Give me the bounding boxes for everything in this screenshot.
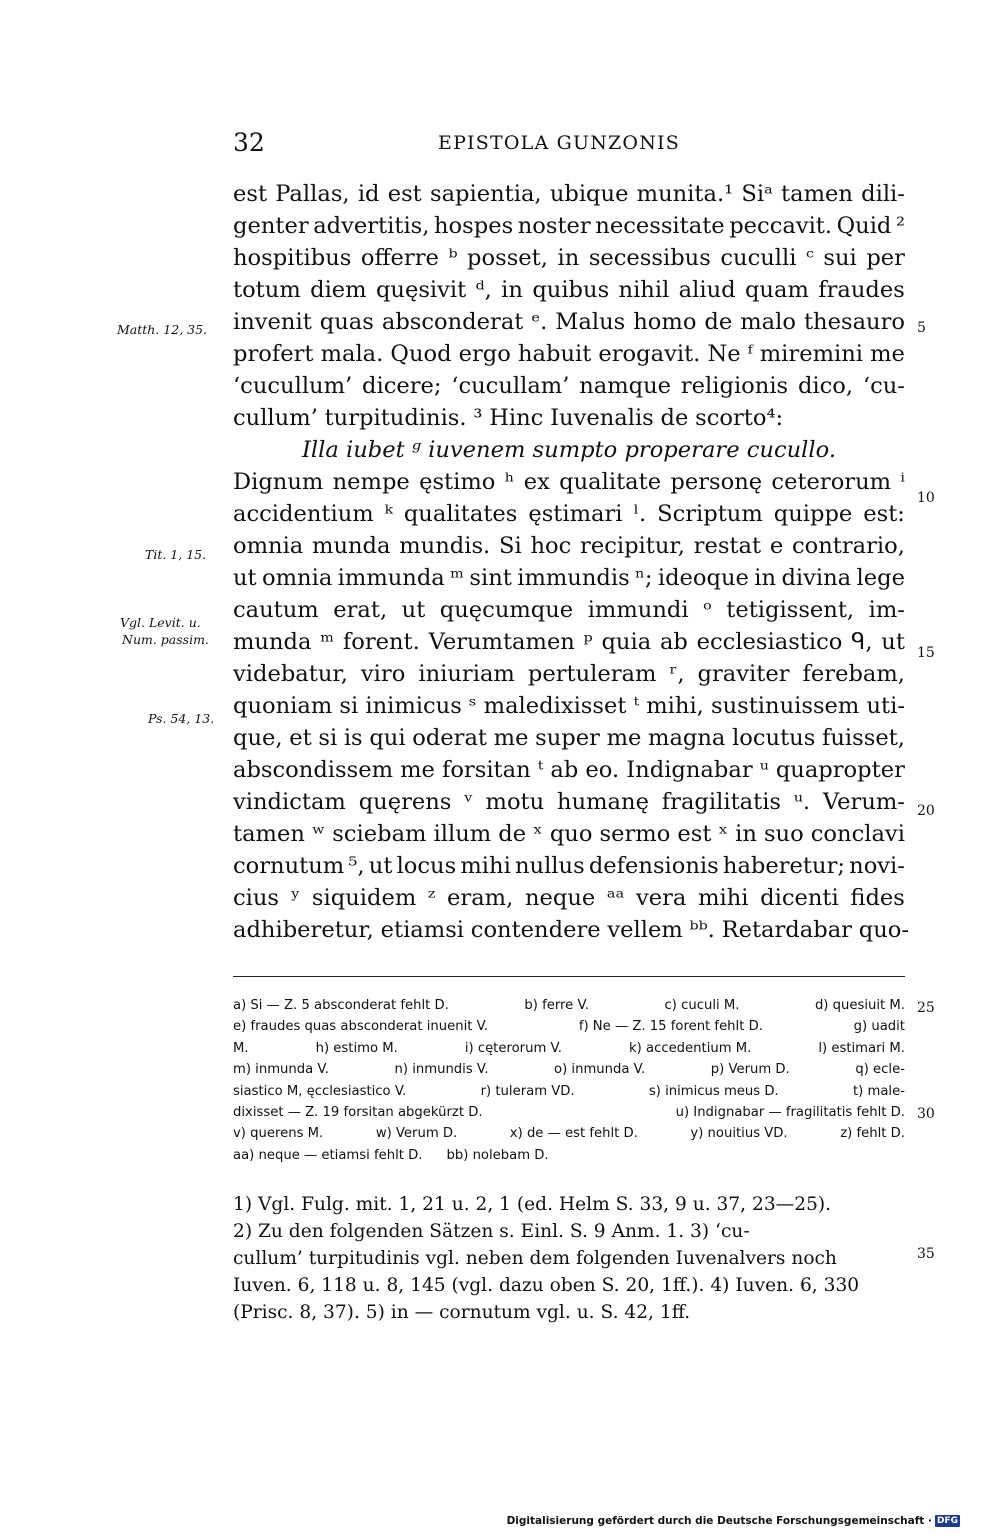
line-number-10: 10 xyxy=(917,490,935,506)
source-note-line: 1) Vgl. Fulg. mit. 1, 21 u. 2, 1 (ed. Helm S. 33, 9 u. 37, 23—25). xyxy=(233,1194,832,1215)
text-line: genter advertitis, hospes noster necessitate peccavit. Quid ² xyxy=(233,213,905,239)
margin-ref-levit: Vgl. Levit. u. xyxy=(120,615,201,630)
margin-ref-ps: Ps. 54, 13. xyxy=(148,711,215,726)
margin-ref-matth: Matth. 12, 35. xyxy=(117,322,208,337)
apparatus-entry: w) Verum D. xyxy=(375,1126,458,1142)
apparatus-entry: b) ferre V. xyxy=(524,998,589,1013)
apparatus-entry: t) male- xyxy=(852,1083,905,1099)
apparatus-entry: u) Indignabar — fragilitatis fehlt D. xyxy=(675,1104,905,1120)
apparatus-line xyxy=(233,1081,905,1102)
apparatus-entry: n) inmundis V. xyxy=(394,1062,489,1078)
apparatus-entry: x) de — est fehlt D. xyxy=(509,1126,638,1142)
apparatus-entry: c) cuculi M. xyxy=(664,998,740,1013)
apparatus-line xyxy=(233,1102,905,1123)
text-line: ut omnia immunda ᵐ sint immundis ⁿ; ideoque in divina lege xyxy=(233,565,905,591)
text-line: cullum’ turpitudinis. ³ Hinc Iuvenalis de scorto⁴: xyxy=(233,405,784,431)
text-line: quoniam si inimicus ˢ maledixisset ᵗ mihi, sustinuissem uti- xyxy=(233,693,905,719)
apparatus-entry: s) inimicus meus D. xyxy=(648,1083,779,1099)
margin-ref-tit: Tit. 1, 15. xyxy=(145,547,207,562)
apparatus-entry: p) Verum D. xyxy=(710,1062,790,1078)
apparatus-entry: f) Ne — Z. 15 forent fehlt D. xyxy=(578,1019,763,1035)
text-line: adhiberetur, etiamsi contendere vellem ᵇᵇ. Retardabar quo- xyxy=(233,917,910,943)
footnote-rule xyxy=(233,976,905,977)
apparatus-entry: M. xyxy=(233,1040,249,1056)
text-line: profert mala. Quod ergo habuit erogavit. Ne ᶠ miremini me xyxy=(233,341,905,367)
main-text xyxy=(233,178,910,946)
credit-text: Digitalisierung gefördert durch die Deutsche Forschungsgemeinschaft · xyxy=(506,1515,932,1527)
text-line: munda ᵐ forent. Verumtamen ᵖ quia ab ecclesiastico ᑫ, ut xyxy=(233,629,905,655)
page-number: 32 xyxy=(233,128,265,157)
apparatus-entry: z) fehlt D. xyxy=(840,1126,905,1142)
text-line: ‘cucullum’ dicere; ‘cucullam’ namque religionis dico, ‘cu- xyxy=(233,373,905,399)
apparatus-line xyxy=(233,995,905,1016)
source-note-line: (Prisc. 8, 37). 5) in — cornutum vgl. u. S. 42, 1ff. xyxy=(233,1302,691,1323)
text-line: Illa iubet ᵍ iuvenem sumpto properare cucullo. xyxy=(301,437,837,463)
line-number-25: 25 xyxy=(917,1000,935,1016)
apparatus-line xyxy=(233,1038,905,1059)
text-line: que, et si is qui oderat me super me magna locutus fuisset, xyxy=(233,725,905,751)
apparatus-entry: r) tuleram VD. xyxy=(480,1083,575,1099)
apparatus-line xyxy=(233,1123,905,1144)
apparatus-entry: m) inmunda V. xyxy=(233,1062,329,1078)
text-line: hospitibus offerre ᵇ posset, in secessibus cuculli ᶜ sui per xyxy=(233,245,905,271)
apparatus-entry: v) querens M. xyxy=(233,1126,324,1142)
apparatus-entry: l) estimari M. xyxy=(818,1040,905,1056)
text-line: abscondissem me forsitan ᵗ ab eo. Indignabar ᵘ quapropter xyxy=(233,757,905,783)
apparatus-entry: q) ecle- xyxy=(855,1062,905,1078)
apparatus-line xyxy=(233,1016,905,1037)
line-number-20: 20 xyxy=(917,803,935,819)
text-line: invenit quas absconderat ᵉ. Malus homo de malo thesauro xyxy=(233,309,905,335)
apparatus-entry: y) nouitius VD. xyxy=(690,1126,788,1142)
apparatus-entry: dixisset — Z. 19 forsitan abgekürzt D. xyxy=(233,1104,483,1120)
critical-apparatus xyxy=(233,995,905,1166)
text-line: cornutum ⁵, ut locus mihi nullus defensionis haberetur; novi- xyxy=(233,853,905,879)
apparatus-line xyxy=(233,1059,905,1080)
text-line: vindictam quęrens ᵛ motu humanę fragilitatis ᵘ. Verum- xyxy=(233,789,905,815)
source-note-line: 2) Zu den folgenden Sätzen s. Einl. S. 9 Anm. 1. 3) ‘cu- xyxy=(233,1221,750,1242)
apparatus-entry: d) quesiuit M. xyxy=(814,998,905,1013)
text-line: totum diem quęsivit ᵈ, in quibus nihil aliud quam fraudes xyxy=(233,277,905,303)
source-note-line: cullum’ turpitudinis vgl. neben dem folgenden Iuvenalvers noch xyxy=(233,1248,837,1269)
text-line: Dignum nempe ęstimo ʰ ex qualitate personę ceterorum ⁱ xyxy=(233,469,905,495)
digitization-credit xyxy=(507,1515,960,1527)
text-line: tamen ʷ sciebam illum de ˣ quo sermo est ˣ in suo conclavi xyxy=(233,821,905,847)
line-number-15: 15 xyxy=(917,645,935,661)
text-line: cius ʸ siquidem ᶻ eram, neque ᵃᵃ vera mihi dicenti fides xyxy=(233,885,905,911)
apparatus-entry: siastico M, ęcclesiastico V. xyxy=(233,1083,407,1099)
dfg-logo: DFG xyxy=(936,1516,958,1526)
apparatus-entry: i) cęterorum V. xyxy=(464,1040,562,1056)
text-line: cautum erat, ut quęcumque immundi ᵒ tetigissent, im- xyxy=(233,597,905,623)
apparatus-entry: o) inmunda V. xyxy=(554,1062,646,1078)
source-note-line: Iuven. 6, 118 u. 8, 145 (vgl. dazu oben S. 20, 1ff.). 4) Iuven. 6, 330 xyxy=(233,1275,860,1296)
apparatus-entry: h) estimo M. xyxy=(315,1040,398,1056)
source-notes xyxy=(233,1191,905,1326)
apparatus-line xyxy=(233,1145,905,1166)
text-line: est Pallas, id est sapientia, ubique munita.¹ Siᵃ tamen dili- xyxy=(233,181,905,207)
line-number-30: 30 xyxy=(917,1106,935,1122)
apparatus-entry: aa) neque — etiamsi fehlt D. xyxy=(233,1147,423,1163)
text-line: omnia munda mundis. Si hoc recipitur, restat e contrario, xyxy=(233,533,905,559)
apparatus-entry: g) uadit xyxy=(853,1019,905,1035)
text-line: accidentium ᵏ qualitates ęstimari ˡ. Scriptum quippe est: xyxy=(233,501,905,527)
running-title: EPISTOLA GUNZONIS xyxy=(438,132,680,154)
margin-ref-num: Num. passim. xyxy=(122,632,209,647)
text-line: videbatur, viro iniuriam pertuleram ʳ, graviter ferebam, xyxy=(233,661,905,687)
apparatus-entry: e) fraudes quas absconderat inuenit V. xyxy=(233,1019,489,1035)
line-number-5: 5 xyxy=(917,320,926,336)
apparatus-entry: bb) nolebam D. xyxy=(446,1147,549,1163)
apparatus-entry: k) accedentium M. xyxy=(629,1040,752,1056)
line-number-35: 35 xyxy=(917,1246,935,1262)
apparatus-entry: a) Si — Z. 5 absconderat fehlt D. xyxy=(233,998,449,1013)
